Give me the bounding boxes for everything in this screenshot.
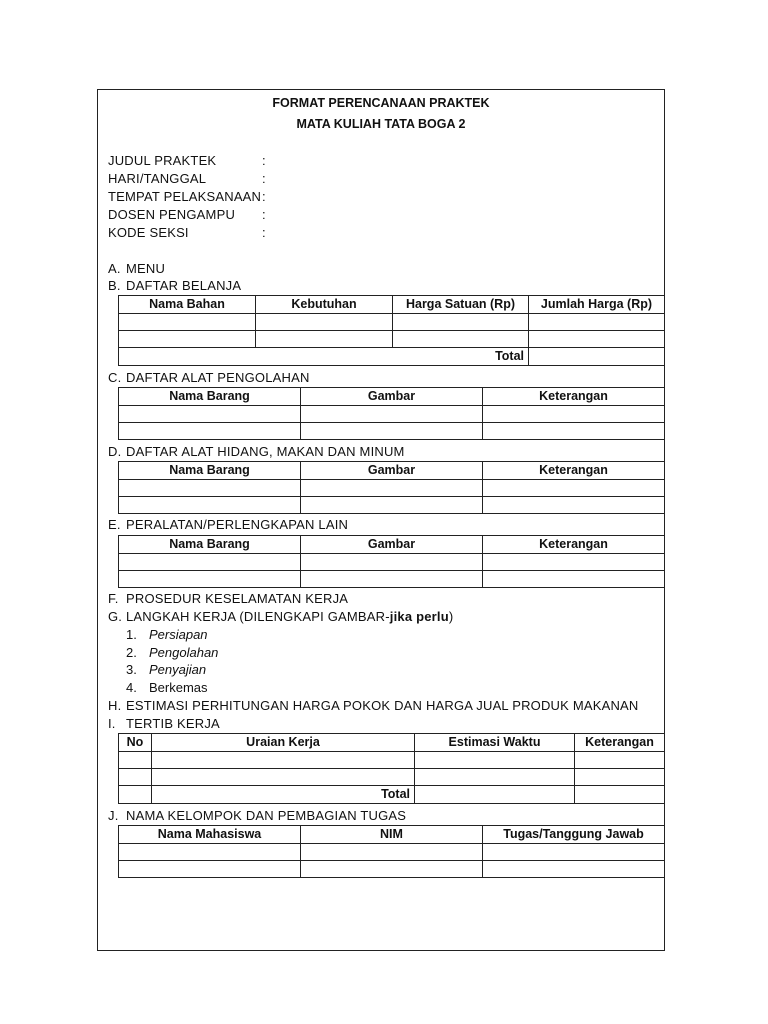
section-d-heading xyxy=(108,443,405,461)
alat-hidang-table xyxy=(118,461,665,514)
field-hari-tanggal-label: HARI/TANGGAL xyxy=(108,171,207,186)
table-cell[interactable] xyxy=(301,844,483,861)
table-cell[interactable] xyxy=(152,769,415,786)
table-cell[interactable] xyxy=(483,844,665,861)
column-header: Gambar xyxy=(301,536,483,554)
section-title: DAFTAR ALAT PENGOLAHAN xyxy=(126,370,310,385)
section-c-heading xyxy=(108,369,310,387)
table-row xyxy=(119,844,665,861)
table-total-row xyxy=(119,786,665,804)
table-total-row xyxy=(119,348,665,366)
daftar-belanja-table xyxy=(118,295,665,366)
column-header: Gambar xyxy=(301,388,483,406)
table-cell[interactable] xyxy=(119,844,301,861)
table-row xyxy=(119,423,665,440)
section-title: PERALATAN/PERLENGKAPAN LAIN xyxy=(126,517,349,532)
step-number: 2. xyxy=(126,645,137,660)
step-text: Penyajian xyxy=(149,662,207,677)
document-subtitle: MATA KULIAH TATA BOGA 2 xyxy=(296,117,466,131)
table-cell[interactable] xyxy=(119,480,301,497)
section-e-heading xyxy=(108,516,348,534)
step-text: Berkemas xyxy=(149,680,208,695)
step-item xyxy=(126,661,206,679)
section-h-heading xyxy=(108,697,639,715)
table-cell[interactable] xyxy=(119,423,301,440)
table-cell[interactable] xyxy=(483,480,665,497)
section-title: DAFTAR BELANJA xyxy=(126,278,242,293)
alat-pengolahan-table xyxy=(118,387,665,440)
step-item xyxy=(126,626,208,644)
section-title: NAMA KELOMPOK DAN PEMBAGIAN TUGAS xyxy=(126,808,407,823)
section-letter: H. xyxy=(108,698,122,713)
section-title: ESTIMASI PERHITUNGAN HARGA POKOK DAN HARGA JUAL PRODUK MAKANAN xyxy=(126,698,639,713)
table-row xyxy=(119,769,665,786)
step-text: Persiapan xyxy=(149,627,208,642)
section-letter: A. xyxy=(108,261,121,276)
table-header-row xyxy=(119,826,665,844)
column-header: Gambar xyxy=(301,462,483,480)
section-letter: J. xyxy=(108,808,119,823)
section-i-heading xyxy=(108,715,220,733)
table-cell[interactable] xyxy=(119,571,301,588)
total-value-cell[interactable] xyxy=(415,786,575,804)
document-title: FORMAT PERENCANAAN PRAKTEK xyxy=(272,96,490,110)
table-cell[interactable] xyxy=(483,861,665,878)
step-text: Pengolahan xyxy=(149,645,219,660)
section-letter: F. xyxy=(108,591,119,606)
table-cell[interactable] xyxy=(483,423,665,440)
column-header: NIM xyxy=(301,826,483,844)
section-title: LANGKAH KERJA (DILENGKAPI GAMBAR- xyxy=(126,609,390,624)
table-cell[interactable] xyxy=(393,314,529,331)
column-header: Nama Mahasiswa xyxy=(119,826,301,844)
table-cell[interactable] xyxy=(301,480,483,497)
table-row xyxy=(119,554,665,571)
table-cell[interactable] xyxy=(529,314,665,331)
section-g-heading xyxy=(108,608,453,626)
table-cell[interactable] xyxy=(483,571,665,588)
table-header-row xyxy=(119,734,665,752)
peralatan-lain-table xyxy=(118,535,665,588)
table-cell[interactable] xyxy=(119,786,152,804)
section-letter: I. xyxy=(108,716,116,731)
section-a-heading xyxy=(108,260,165,278)
field-colon: : xyxy=(262,225,266,240)
table-cell[interactable] xyxy=(119,314,256,331)
step-number: 1. xyxy=(126,627,137,642)
section-title: TERTIB KERJA xyxy=(126,716,220,731)
table-row xyxy=(119,861,665,878)
table-row xyxy=(119,497,665,514)
table-cell[interactable] xyxy=(301,406,483,423)
section-letter: G. xyxy=(108,609,123,624)
column-header: Estimasi Waktu xyxy=(415,734,575,752)
field-colon: : xyxy=(262,171,266,186)
table-row xyxy=(119,480,665,497)
table-cell[interactable] xyxy=(575,769,665,786)
table-row xyxy=(119,314,665,331)
table-cell[interactable] xyxy=(415,769,575,786)
tertib-kerja-table xyxy=(118,733,665,804)
table-row xyxy=(119,331,665,348)
field-colon: : xyxy=(262,189,266,204)
column-header: Keterangan xyxy=(575,734,665,752)
section-f-heading xyxy=(108,590,348,608)
step-item xyxy=(126,644,218,662)
table-cell[interactable] xyxy=(152,752,415,769)
column-header: Keterangan xyxy=(483,462,665,480)
column-header: Jumlah Harga (Rp) xyxy=(529,296,665,314)
step-item xyxy=(126,679,208,697)
column-header: Nama Barang xyxy=(119,462,301,480)
table-cell[interactable] xyxy=(301,497,483,514)
field-colon: : xyxy=(262,153,266,168)
table-header-row xyxy=(119,462,665,480)
section-letter: B. xyxy=(108,278,121,293)
total-label: Total xyxy=(152,786,415,804)
table-cell[interactable] xyxy=(119,752,152,769)
kelompok-table xyxy=(118,825,665,878)
section-j-heading xyxy=(108,807,406,825)
column-header: Keterangan xyxy=(483,536,665,554)
column-header: Tugas/Tanggung Jawab xyxy=(483,826,665,844)
section-title-end: ) xyxy=(448,609,454,624)
table-cell[interactable] xyxy=(119,861,301,878)
table-cell[interactable] xyxy=(393,331,529,348)
column-header: No xyxy=(119,734,152,752)
table-cell[interactable] xyxy=(301,423,483,440)
column-header: Harga Satuan (Rp) xyxy=(393,296,529,314)
field-judul-praktek-label: JUDUL PRAKTEK xyxy=(108,153,217,168)
section-title: PROSEDUR KESELAMATAN KERJA xyxy=(126,591,349,606)
section-title-note: jika perlu xyxy=(389,609,449,624)
table-header-row xyxy=(119,536,665,554)
table-cell[interactable] xyxy=(301,861,483,878)
table-row xyxy=(119,752,665,769)
column-header: Nama Bahan xyxy=(119,296,256,314)
section-title: MENU xyxy=(126,261,166,276)
section-letter: C. xyxy=(108,370,122,385)
total-label: Total xyxy=(119,348,529,366)
step-number: 3. xyxy=(126,662,137,677)
table-row xyxy=(119,406,665,423)
table-cell[interactable] xyxy=(256,314,393,331)
table-header-row xyxy=(119,388,665,406)
field-dosen-pengampu-label: DOSEN PENGAMPU xyxy=(108,207,236,222)
table-cell[interactable] xyxy=(483,406,665,423)
table-cell[interactable] xyxy=(301,554,483,571)
table-cell[interactable] xyxy=(575,752,665,769)
column-header: Keterangan xyxy=(483,388,665,406)
table-cell[interactable] xyxy=(256,331,393,348)
table-cell[interactable] xyxy=(415,752,575,769)
section-title: DAFTAR ALAT HIDANG, MAKAN DAN MINUM xyxy=(126,444,405,459)
section-b-heading xyxy=(108,277,241,295)
column-header: Nama Barang xyxy=(119,536,301,554)
table-cell[interactable] xyxy=(119,769,152,786)
table-cell[interactable] xyxy=(119,554,301,571)
table-cell[interactable] xyxy=(575,786,665,804)
table-cell[interactable] xyxy=(483,497,665,514)
table-cell[interactable] xyxy=(301,571,483,588)
table-cell[interactable] xyxy=(119,497,301,514)
table-cell[interactable] xyxy=(119,406,301,423)
column-header: Kebutuhan xyxy=(256,296,393,314)
table-cell[interactable] xyxy=(483,554,665,571)
total-value-cell[interactable] xyxy=(529,348,665,366)
table-row xyxy=(119,571,665,588)
column-header: Uraian Kerja xyxy=(152,734,415,752)
column-header: Nama Barang xyxy=(119,388,301,406)
field-kode-seksi-label: KODE SEKSI xyxy=(108,225,189,240)
table-cell[interactable] xyxy=(529,331,665,348)
table-cell[interactable] xyxy=(119,331,256,348)
table-header-row xyxy=(119,296,665,314)
section-letter: E. xyxy=(108,517,121,532)
field-colon: : xyxy=(262,207,266,222)
field-tempat-pelaksanaan-label: TEMPAT PELAKSANAAN xyxy=(108,189,262,204)
section-letter: D. xyxy=(108,444,122,459)
step-number: 4. xyxy=(126,680,137,695)
